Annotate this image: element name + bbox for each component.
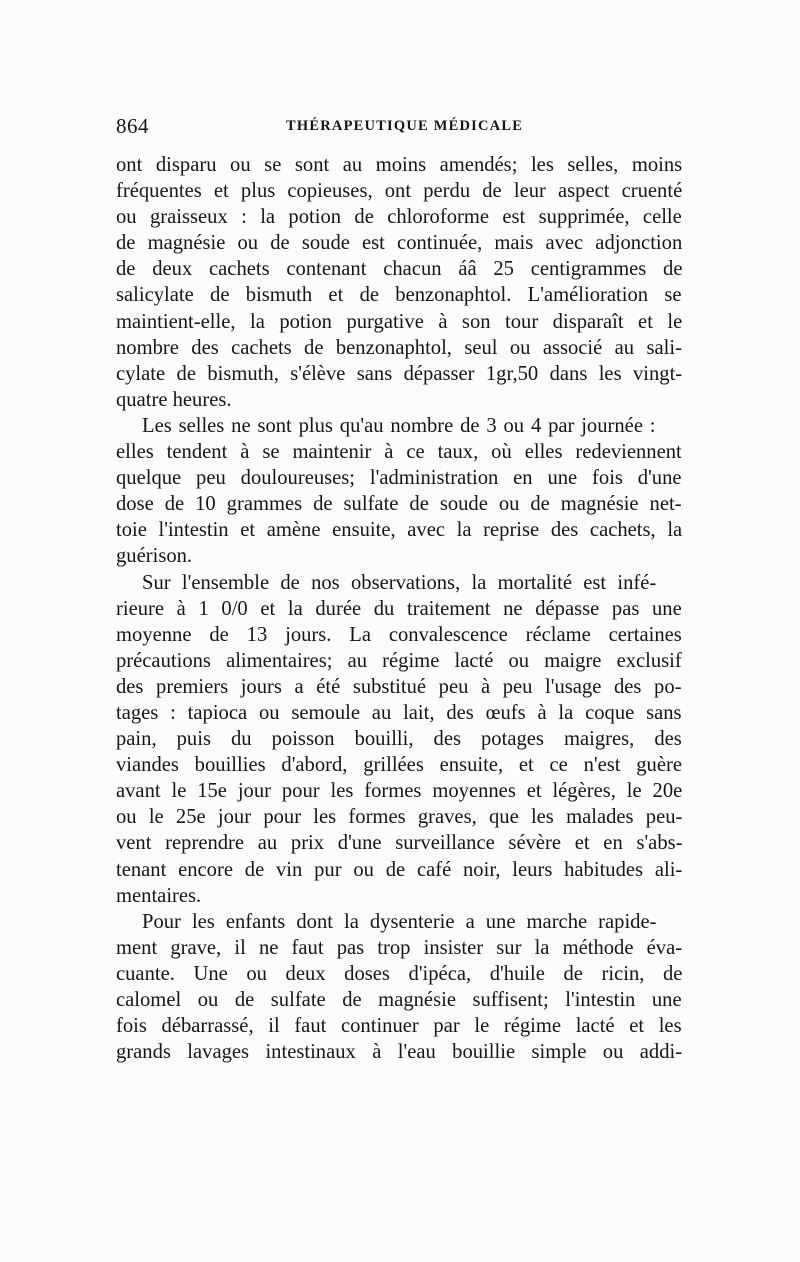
paragraph-1 <box>116 152 682 413</box>
text-line: ou le 25e jour pour les formes graves, que les malades peu- <box>116 806 683 829</box>
text-line: des premiers jours a été substitué peu à peu l'usage des po- <box>116 675 682 698</box>
paragraph-2 <box>116 413 682 570</box>
text-line: cylate de bismuth, s'élève sans dépasser 1gr,50 dans les vingt- <box>116 362 683 385</box>
text-line: maintient-elle, la potion purgative à son tour disparaît et le <box>116 310 683 333</box>
paragraph-4 <box>116 909 682 1066</box>
text-line: ont disparu ou se sont au moins amendés; les selles, moins <box>116 154 683 176</box>
text-line: calomel ou de sulfate de magnésie suffisent; l'intestin une <box>116 989 682 1011</box>
text-line: fois débarrassé, il faut continuer par le régime lacté et les <box>116 1015 682 1038</box>
text-line: grands lavages intestinaux à l'eau bouillie simple ou addi- <box>116 1041 683 1064</box>
text-line: avant le 15e jour pour les formes moyennes et légères, le 20e <box>116 780 683 803</box>
text-line: moyenne de 13 jours. La convalescence réclame certaines <box>116 623 682 646</box>
text-line: rieure à 1 0/0 et la durée du traitement ne dépasse pas une <box>116 597 682 620</box>
text-line: précautions alimentaires; au régime lacté ou maigre exclusif <box>116 649 682 672</box>
text-line: ment grave, il ne faut pas trop insister sur la méthode éva- <box>116 936 683 959</box>
text-line: Pour les enfants dont la dysenterie a une marche rapide- <box>142 910 657 933</box>
text-line: Les selles ne sont plus qu'au nombre de 3 ou 4 par journée : <box>142 414 656 437</box>
text-line: ou graisseux : la potion de chloroforme est supprimée, celle <box>116 206 682 229</box>
text-line: de magnésie ou de soude est continuée, mais avec adjonction <box>116 232 683 255</box>
body-text <box>116 152 682 1065</box>
text-line: salicylate de bismuth et de benzonaphtol. L'amélioration se <box>116 284 682 307</box>
page-header <box>116 114 682 144</box>
text-line: viandes bouillies d'abord, grillées ensuite, et ce n'est guère <box>116 754 682 777</box>
text-line: pain, puis du poisson bouilli, des potages maigres, des <box>116 728 682 751</box>
text-line: tages : tapioca ou semoule au lait, des œufs à la coque sans <box>116 701 682 724</box>
text-line: tenant encore de vin pur ou de café noir, leurs habitudes ali- <box>116 858 683 881</box>
text-line: toie l'intestin et amène ensuite, avec la reprise des cachets, la <box>116 519 683 542</box>
text-line: de deux cachets contenant chacun áâ 25 centigrammes de <box>116 258 683 281</box>
text-line: mentaires. <box>116 884 202 907</box>
text-line: cuante. Une ou deux doses d'ipéca, d'huile de ricin, de <box>116 962 683 985</box>
text-line: nombre des cachets de benzonaphtol, seul ou associé au sali- <box>116 336 682 359</box>
paragraph-3 <box>116 570 682 909</box>
text-line: fréquentes et plus copieuses, ont perdu de leur aspect cruenté <box>116 180 683 203</box>
text-line: elles tendent à se maintenir à ce taux, où elles redeviennent <box>116 441 682 464</box>
text-line: vent reprendre au prix d'une surveillance sévère et en s'abs- <box>116 832 683 855</box>
text-line: quelque peu douloureuses; l'administration en une fois d'une <box>116 467 682 490</box>
text-line: dose de 10 grammes de sulfate de soude ou de magnésie net- <box>116 493 682 516</box>
page-number: 864 <box>116 114 149 138</box>
text-line: guérison. <box>116 545 193 568</box>
text-line: Sur l'ensemble de nos observations, la mortalité est infé- <box>142 571 657 594</box>
text-line: quatre heures. <box>116 388 232 411</box>
running-title: THÉRAPEUTIQUE MÉDICALE <box>286 118 524 134</box>
